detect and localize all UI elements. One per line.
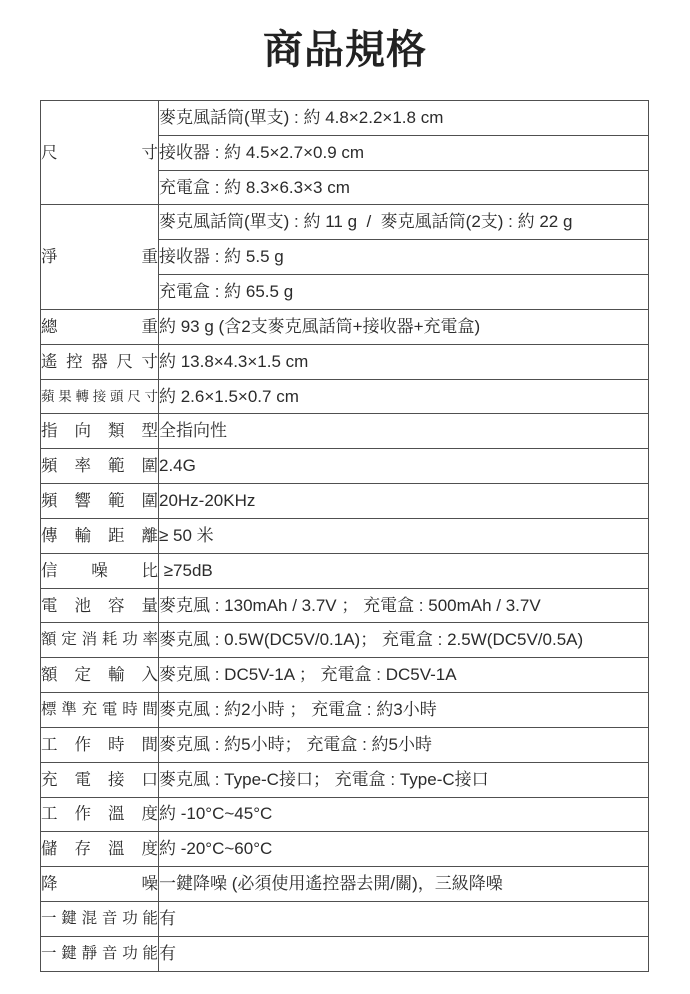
spec-value-one-key-mix: 有 [159, 902, 649, 937]
spec-label-cell-storage-temperature [41, 832, 159, 867]
spec-label-cell-apple-adapter-size [41, 379, 159, 414]
spec-label-weight: 淨重 [41, 248, 158, 267]
spec-label-cell-noise-reduction [41, 867, 159, 902]
spec-label-charging-port: 充電接口 [41, 770, 158, 789]
spec-value-weight-mic: 麥克風話筒(單支) : 約 11 g / 麥克風話筒(2支) : 約 22 g [159, 205, 649, 240]
spec-row-snr [41, 553, 649, 588]
spec-label-rated-power: 額定消耗功率 [41, 631, 158, 649]
spec-label-polar-pattern: 指向類型 [41, 422, 158, 441]
spec-value-battery-capacity: 麥克風 : 130mAh / 3.7V ； 充電盒 : 500mAh / 3.7V [159, 588, 649, 623]
spec-value-charging-port: 麥克風 : Type-C接口； 充電盒 : Type-C接口 [159, 762, 649, 797]
spec-label-cell-remote-size [41, 344, 159, 379]
spec-value-apple-adapter-size: 約 2.6×1.5×0.7 cm [159, 379, 649, 414]
spec-value-size-case: 充電盒 : 約 8.3×6.3×3 cm [159, 170, 649, 205]
spec-value-polar-pattern: 全指向性 [159, 414, 649, 449]
spec-label-total-weight: 總重 [41, 317, 158, 336]
spec-row-working-time [41, 727, 649, 762]
spec-value-transmission-distance: ≥ 50 米 [159, 518, 649, 553]
spec-label-battery-capacity: 電池容量 [41, 596, 158, 615]
spec-row-apple-adapter-size [41, 379, 649, 414]
spec-row-operating-temperature [41, 797, 649, 832]
spec-label-cell-operating-temperature [41, 797, 159, 832]
spec-label-cell-weight [41, 205, 159, 309]
spec-row-charging-port [41, 762, 649, 797]
spec-row-battery-capacity [41, 588, 649, 623]
spec-value-operating-temperature: 約 -10°C~45°C [159, 797, 649, 832]
spec-label-snr: 信噪比 [41, 561, 158, 580]
spec-label-operating-temperature: 工作溫度 [41, 805, 158, 824]
spec-row-charging-time [41, 693, 649, 728]
spec-label-cell-battery-capacity [41, 588, 159, 623]
spec-label-cell-working-time [41, 727, 159, 762]
spec-label-frequency-band: 頻率範圍 [41, 457, 158, 476]
spec-value-rated-input: 麥克風 : DC5V-1A ； 充電盒 : DC5V-1A [159, 658, 649, 693]
spec-label-cell-frequency-response [41, 484, 159, 519]
spec-label-cell-polar-pattern [41, 414, 159, 449]
spec-value-storage-temperature: 約 -20°C~60°C [159, 832, 649, 867]
spec-label-cell-charging-port [41, 762, 159, 797]
spec-row-frequency-band [41, 449, 649, 484]
spec-value-working-time: 麥克風 : 約5小時； 充電盒 : 約5小時 [159, 727, 649, 762]
spec-label-cell-rated-power [41, 623, 159, 658]
spec-label-noise-reduction: 降噪 [41, 875, 158, 894]
spec-label-size: 尺寸 [41, 143, 158, 162]
spec-row-rated-power [41, 623, 649, 658]
spec-value-frequency-band: 2.4G [159, 449, 649, 484]
spec-value-weight-case: 充電盒 : 約 65.5 g [159, 275, 649, 310]
spec-label-working-time: 工作時間 [41, 735, 158, 754]
spec-value-charging-time: 麥克風 : 約2小時 ； 充電盒 : 約3小時 [159, 693, 649, 728]
spec-row-weight [41, 205, 649, 240]
spec-value-snr: ≥75dB [159, 553, 649, 588]
spec-label-one-key-mix: 一鍵混音功能 [41, 909, 158, 927]
spec-row-total-weight [41, 309, 649, 344]
spec-value-noise-reduction: 一鍵降噪 (必須使用遙控器去開/關)，三級降噪 [159, 867, 649, 902]
spec-label-cell-snr [41, 553, 159, 588]
spec-row-storage-temperature [41, 832, 649, 867]
spec-label-storage-temperature: 儲存溫度 [41, 840, 158, 859]
spec-row-transmission-distance [41, 518, 649, 553]
spec-value-size-mic: 麥克風話筒(單支) : 約 4.8×2.2×1.8 cm [159, 101, 649, 136]
spec-row-polar-pattern [41, 414, 649, 449]
spec-label-frequency-response: 頻響範圍 [41, 492, 158, 511]
spec-label-cell-total-weight [41, 309, 159, 344]
spec-label-one-key-mute: 一鍵靜音功能 [41, 944, 158, 962]
spec-value-rated-power: 麥克風 : 0.5W(DC5V/0.1A)； 充電盒 : 2.5W(DC5V/0.5A) [159, 623, 649, 658]
spec-row-frequency-response [41, 484, 649, 519]
spec-label-cell-one-key-mute [41, 936, 159, 971]
spec-label-rated-input: 額定輸入 [41, 666, 158, 685]
spec-label-remote-size: 遙控器尺寸 [41, 352, 158, 371]
spec-label-cell-rated-input [41, 658, 159, 693]
spec-row-one-key-mix [41, 902, 649, 937]
spec-label-apple-adapter-size: 蘋果轉接頭尺寸 [41, 388, 158, 404]
spec-label-cell-size [41, 101, 159, 205]
spec-value-frequency-response: 20Hz-20KHz [159, 484, 649, 519]
spec-label-cell-transmission-distance [41, 518, 159, 553]
spec-table [40, 100, 649, 972]
spec-label-cell-one-key-mix [41, 902, 159, 937]
page-title: 商品規格 [263, 28, 427, 72]
spec-row-noise-reduction [41, 867, 649, 902]
spec-row-rated-input [41, 658, 649, 693]
spec-row-remote-size [41, 344, 649, 379]
spec-row-one-key-mute [41, 936, 649, 971]
spec-label-cell-charging-time [41, 693, 159, 728]
spec-label-charging-time: 標準充電時間 [41, 700, 158, 718]
spec-value-total-weight: 約 93 g (含2支麥克風話筒+接收器+充電盒) [159, 309, 649, 344]
spec-row-size [41, 101, 649, 136]
spec-value-size-receiver: 接收器 : 約 4.5×2.7×0.9 cm [159, 135, 649, 170]
spec-value-remote-size: 約 13.8×4.3×1.5 cm [159, 344, 649, 379]
spec-value-one-key-mute: 有 [159, 936, 649, 971]
spec-label-transmission-distance: 傳輸距離 [41, 526, 158, 545]
spec-value-weight-receiver: 接收器 : 約 5.5 g [159, 240, 649, 275]
spec-label-cell-frequency-band [41, 449, 159, 484]
